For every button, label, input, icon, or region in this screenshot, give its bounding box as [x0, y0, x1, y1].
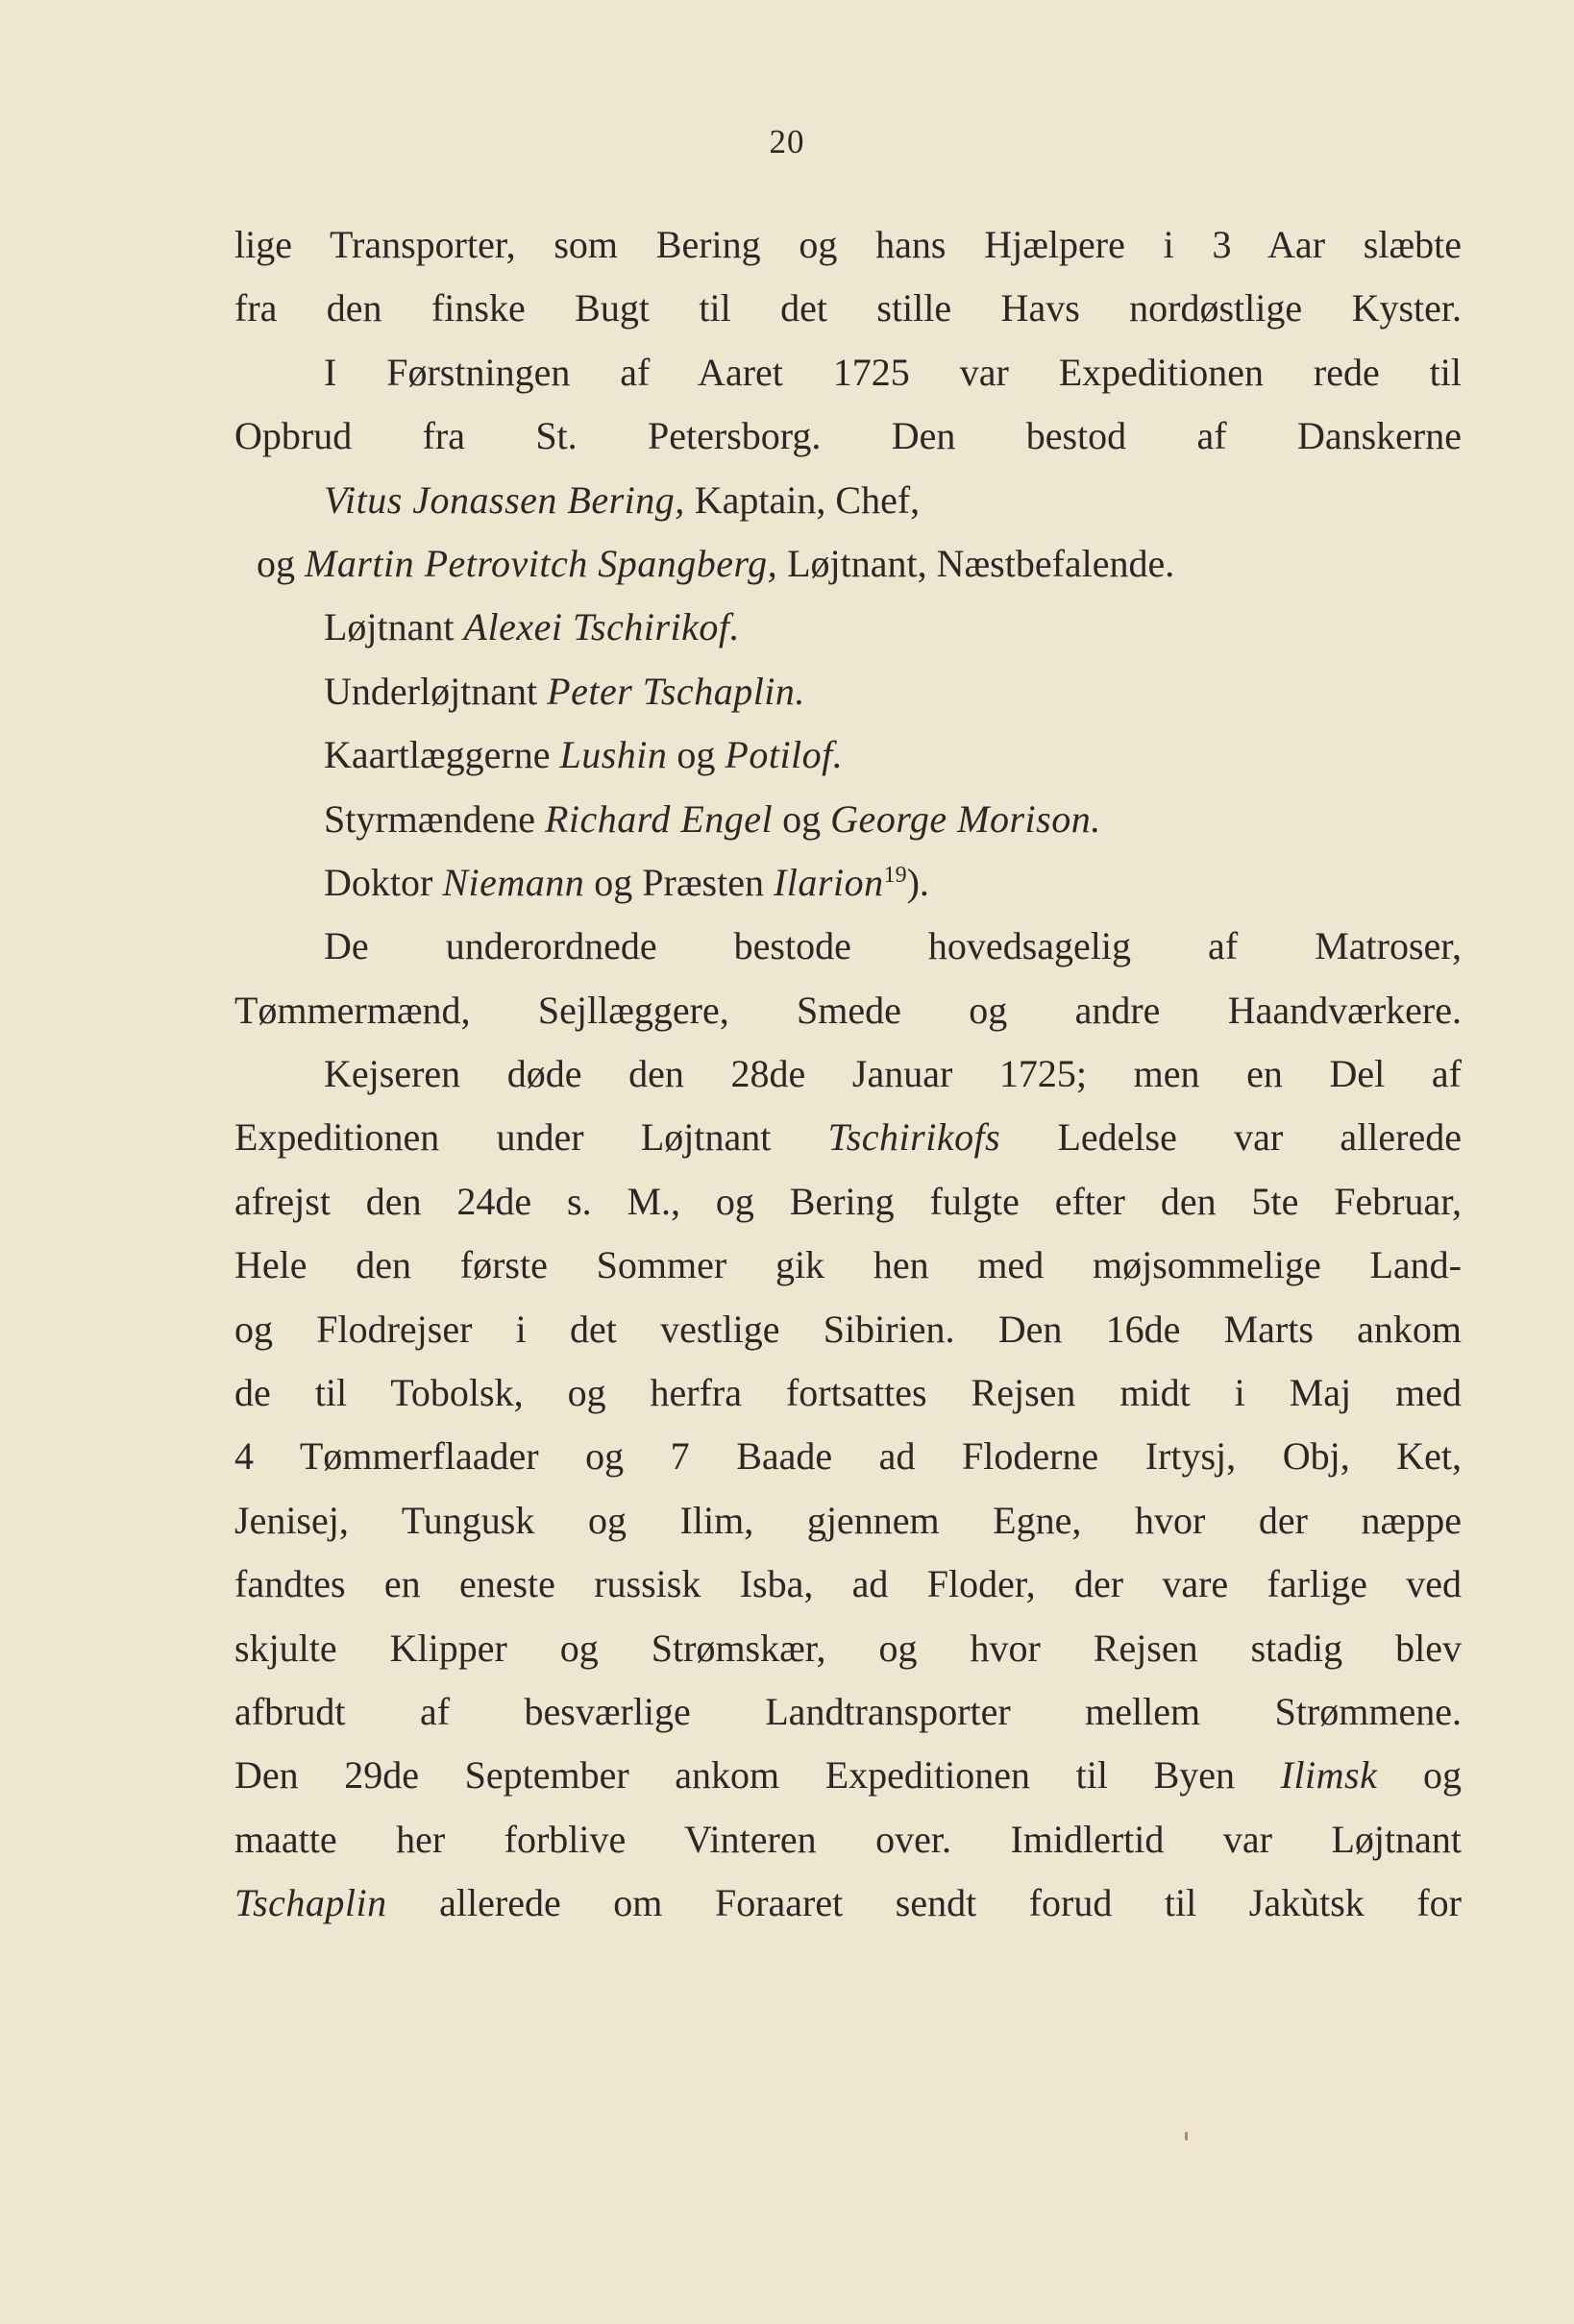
person-name: Vitus Jonassen Bering,	[324, 477, 685, 522]
crew-list-item: Kaartlæggerne Lushin og Potilof.	[324, 733, 844, 777]
person-name: Ilarion	[773, 860, 884, 904]
text-line: afbrudt af besværlige Landtransporter mellem Strømmene.	[234, 1689, 1462, 1733]
person-name: Tschaplin	[234, 1881, 387, 1925]
person-name: Richard Engel	[544, 796, 774, 841]
text-line: og Flodrejser i det vestlige Sibirien. Den 16de Marts ankom	[234, 1307, 1462, 1351]
text-line: fra den finske Bugt til det stille Havs nordøstlige Kyster.	[234, 286, 1462, 330]
person-name: Tschirikofs	[827, 1115, 1001, 1160]
text-line: skjulte Klipper og Strømskær, og hvor Rejsen stadig blev	[234, 1626, 1462, 1670]
text-line: Tømmermænd, Sejllæggere, Smede og andre Haandværkere.	[234, 988, 1462, 1032]
person-name: Martin Petrovitch Spangberg,	[305, 541, 778, 585]
text-line: Hele den første Sommer gik hen med møjsommelige Land-	[234, 1243, 1462, 1287]
text-line: 4 Tømmerflaader og 7 Baade ad Floderne Irtysj, Obj, Ket,	[234, 1434, 1462, 1479]
crew-list-item: Underløjtnant Peter Tschaplin.	[324, 669, 805, 713]
text-line: Den 29de September ankom Expeditionen til Byen Ilimsk og	[234, 1753, 1462, 1798]
crew-list-item: og Martin Petrovitch Spangberg, Løjtnant, Næstbefalende.	[257, 541, 1175, 585]
text-line: afrejst den 24de s. M., og Bering fulgte efter den 5te Februar,	[234, 1179, 1462, 1223]
person-name: Niemann	[442, 860, 585, 904]
crew-list-item: Løjtnant Alexei Tschirikof.	[324, 605, 741, 649]
person-name: Peter Tschaplin.	[547, 669, 805, 713]
text-line: de til Tobolsk, og herfra fortsattes Rejsen midt i Maj med	[234, 1371, 1462, 1415]
footnote-marker: 19	[883, 862, 907, 888]
crew-list-item: Doktor Niemann og Præsten Ilarion$^{19}$).	[324, 860, 929, 904]
text-line: Opbrud fra St. Petersborg. Den bestod af Danskerne	[234, 414, 1462, 458]
person-name: George Morison.	[830, 796, 1101, 841]
text-line: maatte her forblive Vinteren over. Imidlertid var Løjtnant	[234, 1817, 1462, 1861]
crew-list-item: Styrmændene Richard Engel og George Morison.	[324, 796, 1101, 841]
person-name: Lushin	[559, 733, 668, 777]
text-line: lige Transporter, som Bering og hans Hjælpere i 3 Aar slæbte	[234, 223, 1462, 266]
paragraph-first-line: De underordnede bestode hovedsagelig af Matroser,	[324, 924, 1462, 968]
place-name: Ilimsk	[1280, 1753, 1378, 1798]
paper-speck	[1185, 2132, 1188, 2141]
paragraph-first-line: I Førstningen af Aaret 1725 var Expeditionen rede til	[324, 350, 1462, 394]
text-line: Expeditionen under Løjtnant Tschirikofs Ledelse var allerede	[234, 1115, 1462, 1160]
paragraph-first-line: Kejseren døde den 28de Januar 1725; men en Del af	[324, 1052, 1462, 1096]
crew-list-item: Vitus Jonassen Bering, Kaptain, Chef,	[324, 477, 921, 522]
text-line: Tschaplin allerede om Foraaret sendt forud til Jakùtsk for	[234, 1881, 1462, 1925]
person-name: Alexei Tschirikof.	[463, 605, 741, 649]
page-number: 20	[769, 123, 805, 160]
body-text	[234, 213, 1462, 1936]
text-line: Jenisej, Tungusk og Ilim, gjennem Egne, hvor der næppe	[234, 1498, 1462, 1542]
person-name: Potilof.	[725, 733, 844, 777]
text-line: fandtes en eneste russisk Isba, ad Floder, der vare farlige ved	[234, 1562, 1462, 1606]
